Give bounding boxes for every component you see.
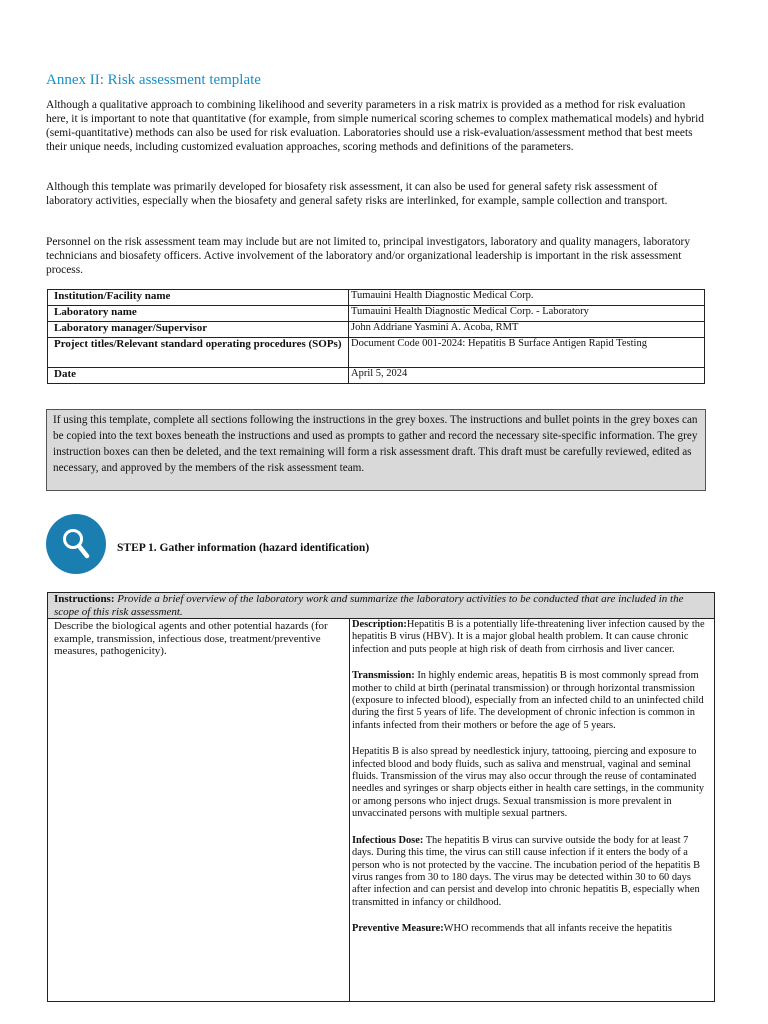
intro-paragraph-1: Although a qualitative approach to combining likelihood and severity parameters in a risk matrix is provided as a method for risk evaluation here, it is important to note that quantitative (for example, from simple numerical scoring schemes to complex mathematical models) and hybrid (semi-quantitative) methods can also be used for risk evaluation. Laboratories should use a risk-evaluation/assessment method that best meets their unique needs, including customized evaluation approaches, scoring methods and definitions of the parameters. [46,99,704,153]
info-value-project[interactable]: Document Code 001-2024: Hepatitis B Surface Antigen Rapid Testing [349,338,705,368]
hazard-row [48,619,715,1002]
info-value-date[interactable]: April 5, 2024 [349,368,705,384]
preventive-label: Preventive Measure: [352,923,444,935]
infectious-dose-paragraph [352,835,712,909]
instructions-row [48,593,715,619]
annex-title: Annex II: Risk assessment template [46,72,261,88]
info-row-institution [48,290,705,306]
search-icon [46,514,106,574]
magnifier-glyph [60,527,92,561]
intro-paragraph-2: Although this template was primarily developed for biosafety risk assessment, it can also be used for general safety risk assessment of laboratory activities, especially when the biosafety and general safety risks are interlinked, for example, sample collection and transport. [46,181,668,207]
step-1-title: STEP 1. Gather information (hazard identification) [117,542,370,554]
preventive-text: WHO recommends that all infants receive the hepatitis [443,923,672,935]
template-guidance-box: If using this template, complete all sections following the instructions in the grey boxes. The instructions and bullet points in the grey boxes can be copied into the text boxes beneath the instructions and used as prompts to gather and record the necessary site-specific information. The grey instruction boxes can then be deleted, and the text remaining will form a risk assessment draft. This draft must be carefully reviewed, edited as necessary, and approved by the members of the risk assessment team. [46,409,706,491]
instructions-cell [48,593,715,619]
info-row-date [48,368,705,384]
infectious-dose-text: The hepatitis B virus can survive outside the body for at least 7 days. During this time, the virus can still cause infection if it enters the body of a person who is not protected by the vaccine. The incubation period of the hepatitis B virus ranges from 30 to 180 days. The virus may be detected within 30 to 60 days after infection and can persist and develop into chronic hepatitis B, especially when transmitted in infancy or childhood. [352,834,701,908]
info-value-laboratory[interactable]: Tumauini Health Diagnostic Medical Corp. - Laboratory [349,306,705,322]
info-value-manager[interactable]: John Addriane Yasmini A. Acoba, RMT [349,322,705,338]
preventive-paragraph [352,923,712,935]
instructions-text: Provide a brief overview of the laboratory work and summarize the laboratory activities to be conducted that are included in the scope of this risk assessment. [54,593,684,618]
step-1-table [47,592,715,1002]
description-paragraph [352,619,712,656]
description-label: Description: [352,619,407,630]
transmission-paragraph [352,670,712,732]
info-label: Laboratory name [48,306,349,322]
infectious-dose-label: Infectious Dose: [352,834,424,846]
facility-info-table [47,289,705,384]
intro-paragraph-3: Personnel on the risk assessment team may include but are not limited to, principal investigators, laboratory and quality managers, laboratory technicians and biosafety officers. Active involvement of the laboratory and/or organizational leadership is important in the risk assessment process. [46,236,691,276]
info-row-manager [48,322,705,338]
info-label: Laboratory manager/Supervisor [48,322,349,338]
transmission-label: Transmission: [352,670,415,682]
info-label: Institution/Facility name [48,290,349,306]
info-row-laboratory [48,306,705,322]
info-label: Date [48,368,349,384]
instructions-label: Instructions: [54,593,115,605]
transmission-text: In highly endemic areas, hepatitis B is most commonly spread from mother to child at birth (perinatal transmission) or through horizontal transmission (exposure to infected blood), especially from an infected child to an uninfected child during the first 5 years of life. The development of chronic infection is common in infants infected from their mothers or before the age of 5 years. [352,670,704,731]
info-label: Project titles/Relevant standard operating procedures (SOPs) [48,338,349,368]
hazard-response-box[interactable] [350,619,715,1002]
spread-paragraph: Hepatitis B is also spread by needlestick injury, tattooing, piercing and exposure to infected blood and body fluids, such as saliva and menstrual, vaginal and seminal fluids. Transmission of the virus may also occur through the reuse of contaminated needles and syringes or sharp objects either in health care settings, in the community or among persons who inject drugs. Sexual transmission is more prevalent in unvaccinated persons with multiple sexual partners. [352,746,705,820]
description-text: Hepatitis B is a potentially life-threatening liver infection caused by the hepatitis B virus (HBV). It is a major global health problem. It can cause chronic infection and puts people at high risk of death from cirrhosis and liver cancer. [352,619,705,655]
info-row-project [48,338,705,368]
hazard-prompt: Describe the biological agents and other potential hazards (for example, transmission, infectious dose, treatment/preventive measures, pathogenicity). [48,619,350,1002]
info-value-institution[interactable]: Tumauini Health Diagnostic Medical Corp. [349,290,705,306]
